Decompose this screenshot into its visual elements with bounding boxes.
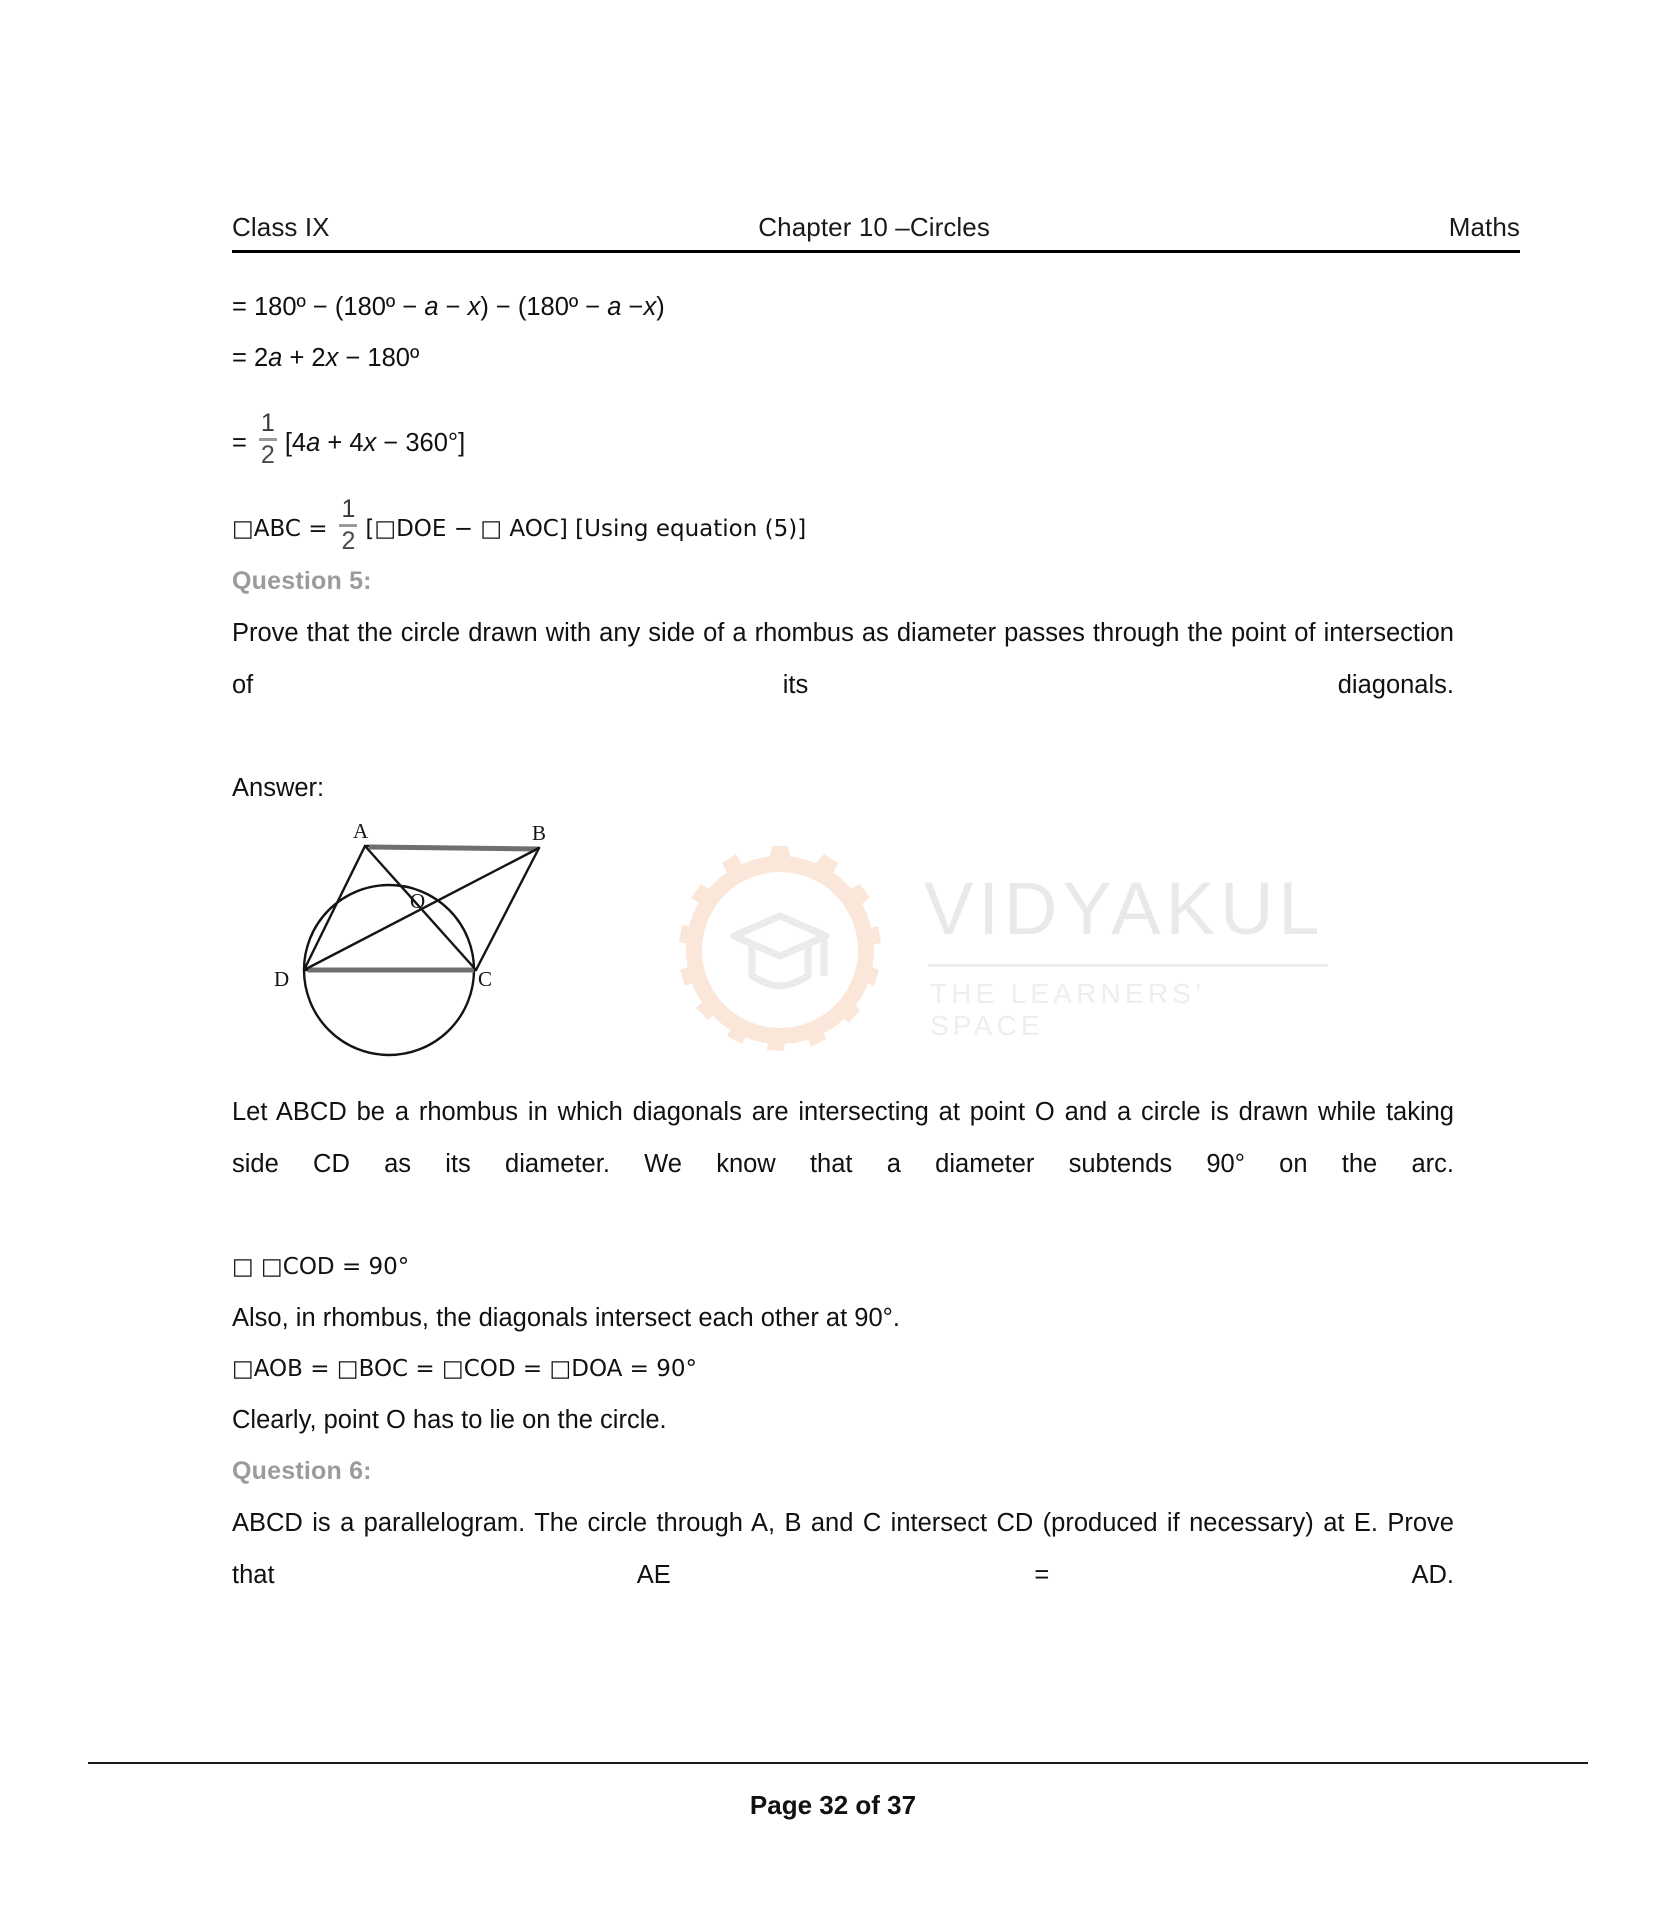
eq1-var-x1: x <box>467 293 481 321</box>
eq1-var-x2: x <box>643 293 657 321</box>
fraction-one-half-b <box>337 497 359 554</box>
fraction-one-half-a <box>257 411 279 468</box>
eq2-part-3: − 180º <box>338 344 420 372</box>
figure-region <box>232 818 1454 1086</box>
eq1-part-1: = 180º − (180º − <box>232 293 425 321</box>
watermark-tagline: THE LEARNERS’ SPACE <box>930 978 1205 1041</box>
answer-5-line-also: Also, in rhombus, the diagonals intersect each other at 90°. <box>232 1304 900 1332</box>
edge-ab-highlight <box>369 847 537 849</box>
eq2-var-a: a <box>268 344 283 372</box>
rhombus-circle-diagram <box>232 818 547 1086</box>
graduation-cap-icon <box>734 916 826 986</box>
document-body <box>232 282 1454 1653</box>
equation-line-3 <box>232 384 1454 470</box>
question-5-heading: Question 5: <box>232 567 372 595</box>
eq1-part-3: ) − (180º − <box>480 293 608 321</box>
header-subject-label: Maths <box>1448 212 1520 242</box>
page-header <box>232 212 1520 243</box>
eq4-lead: □ABC = <box>232 516 328 542</box>
answer-5-line-clearly: Clearly, point O has to lie on the circle. <box>232 1406 667 1434</box>
fraction-numerator: 1 <box>341 495 356 523</box>
answer-5-line-angles: □AOB = □BOC = □COD = □DOA = 90° <box>232 1356 698 1382</box>
vertex-label-b: B <box>532 821 547 845</box>
header-chapter-title: Chapter 10 –Circles <box>758 212 990 242</box>
eq3-lead: = <box>232 429 247 457</box>
watermark-gear-graduation-cap-icon <box>662 838 1262 1068</box>
equation-line-2 <box>232 333 1454 384</box>
vertex-label-c: C <box>478 967 493 991</box>
eq2-part-1: = 2 <box>232 344 269 372</box>
question-6-text: ABCD is a parallelogram. The circle through A, B and C intersect CD (produced if necessary) at E. Prove that AE = AD. <box>232 1509 1454 1589</box>
eq4-tail: [□DOE − □ AOC] [Using equation (5)] <box>365 516 807 542</box>
eq3-tail-3: − 360°] <box>376 429 466 457</box>
gear-icon <box>679 846 881 1051</box>
equation-line-1 <box>232 282 1454 333</box>
eq1-var-a1: a <box>424 293 439 321</box>
eq1-part-2: − <box>438 293 468 321</box>
answer-5-paragraph: Let ABCD be a rhombus in which diagonals are intersecting at point O and a circle is drawn while taking side CD as its diameter. We know that a diameter subtends 90° on the arc. <box>232 1098 1454 1178</box>
footer-divider <box>88 1762 1588 1764</box>
eq1-part-5: ) <box>656 293 665 321</box>
eq2-var-x: x <box>325 344 339 372</box>
header-class-label: Class IX <box>232 212 330 242</box>
question-6-heading: Question 6: <box>232 1457 372 1485</box>
equation-line-4 <box>232 470 1454 556</box>
eq3-tail <box>285 420 465 470</box>
eq3-tail-2: + 4 <box>320 429 364 457</box>
fraction-denominator: 2 <box>341 527 356 555</box>
answer-5-line-cod: □ □COD = 90° <box>232 1254 410 1280</box>
page-number: Page 32 of 37 <box>749 1790 917 1820</box>
vertex-label-o: O <box>410 889 426 913</box>
vertex-label-a: A <box>353 819 369 843</box>
fraction-denominator: 2 <box>260 441 275 469</box>
header-divider <box>232 250 1520 253</box>
watermark-divider <box>928 964 1328 967</box>
vertex-label-d: D <box>274 967 290 991</box>
eq3-var-x: x <box>363 429 377 457</box>
eq3-var-a: a <box>306 429 321 457</box>
fraction-numerator: 1 <box>260 409 275 437</box>
eq1-part-4: − <box>621 293 644 321</box>
answer-label-5: Answer: <box>232 774 325 802</box>
eq2-part-2: + 2 <box>282 344 326 372</box>
watermark-brand: VIDYAKUL <box>924 867 1325 950</box>
eq1-var-a2: a <box>607 293 622 321</box>
eq3-tail-1: [4 <box>284 429 307 457</box>
question-5-text: Prove that the circle drawn with any side of a rhombus as diameter passes through the point of intersection of its diagonals. <box>232 619 1454 699</box>
vidyakul-watermark <box>662 838 1325 1068</box>
